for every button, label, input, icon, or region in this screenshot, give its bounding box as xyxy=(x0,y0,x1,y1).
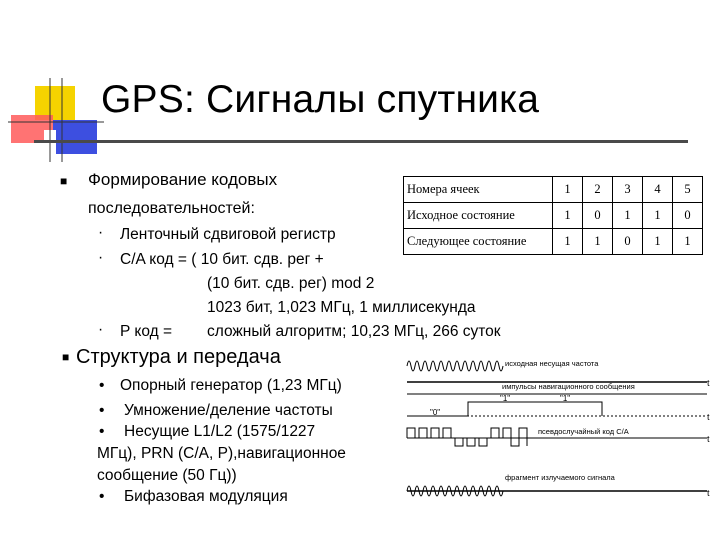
axis-t-label: t xyxy=(707,434,710,444)
table-cell: 1 xyxy=(643,229,673,255)
one-label: "1" xyxy=(560,394,571,403)
bullet-dot-icon: • xyxy=(99,402,105,419)
table-cell: 0 xyxy=(613,229,643,255)
table-cell: 3 xyxy=(613,177,643,203)
table-row xyxy=(404,177,703,203)
table-cell: 1 xyxy=(553,177,583,203)
list-item: C/A код = ( 10 бит. сдв. рег + xyxy=(120,251,324,268)
bullet-dot-icon: · xyxy=(98,224,104,241)
table-cell: 1 xyxy=(643,203,673,229)
table-cell: 1 xyxy=(583,229,613,255)
prn-code xyxy=(407,428,527,446)
carrier-wave xyxy=(407,361,503,371)
list-item: сложный алгоритм; 10,23 МГц, 266 суток xyxy=(207,323,501,340)
axis-t-label: t xyxy=(707,378,710,388)
bullet-square-icon: ■ xyxy=(60,174,68,188)
list-item: 1023 бит, 1,023 МГц, 1 миллисекунда xyxy=(207,299,476,316)
list-item: Опорный генератор (1,23 МГц) xyxy=(120,377,342,394)
bullet-dot-icon: · xyxy=(98,249,104,266)
table-row xyxy=(404,229,703,255)
section1-heading: Формирование кодовых xyxy=(88,170,278,189)
list-item: сообщение (50 Гц)) xyxy=(97,467,237,484)
table-cell: Номера ячеек xyxy=(404,177,553,203)
list-item: (10 бит. сдв. рег) mod 2 xyxy=(207,275,375,292)
section1-heading-cont: последовательностей: xyxy=(88,200,255,217)
nav-label: импульсы навигационного сообщения xyxy=(502,382,635,391)
table-cell: 1 xyxy=(553,203,583,229)
table-cell: Исходное состояние xyxy=(404,203,553,229)
one-label: "1" xyxy=(500,394,511,403)
table-cell: 4 xyxy=(643,177,673,203)
list-item: Умножение/деление частоты xyxy=(124,402,333,419)
table-row xyxy=(404,203,703,229)
list-item: МГц), PRN (C/A, P),навигационное xyxy=(97,445,346,462)
table-cell: Следующее состояние xyxy=(404,229,553,255)
signal-diagram xyxy=(402,356,722,518)
axis-t-label: t xyxy=(707,412,710,422)
title-divider xyxy=(34,140,688,143)
list-item: Несущие L1/L2 (1575/1227 xyxy=(124,423,316,440)
table-cell: 1 xyxy=(613,203,643,229)
register-table xyxy=(403,176,703,255)
table-cell: 5 xyxy=(673,177,703,203)
page-title: GPS: Сигналы спутника xyxy=(101,78,540,121)
table-cell: 1 xyxy=(553,229,583,255)
zero-label: "0" xyxy=(430,408,441,417)
list-item: P код = xyxy=(120,323,173,340)
section2-heading: Структура и передача xyxy=(76,346,281,368)
carrier-label: исходная несущая частота xyxy=(505,359,599,368)
bullet-square-icon: ■ xyxy=(62,350,70,364)
bullet-dot-icon: • xyxy=(99,488,105,505)
list-item: Ленточный сдвиговой регистр xyxy=(120,226,336,243)
fragment-label: фрагмент излучаемого сигнала xyxy=(505,473,615,482)
axis-t-label: t xyxy=(707,488,710,498)
bullet-dot-icon: · xyxy=(98,321,104,338)
list-item: Бифазовая модуляция xyxy=(124,488,288,505)
table-cell: 0 xyxy=(673,203,703,229)
prn-label: псевдослучайный код C/A xyxy=(538,427,629,436)
bullet-dot-icon: • xyxy=(99,377,105,394)
table-cell: 2 xyxy=(583,177,613,203)
table-cell: 0 xyxy=(583,203,613,229)
bullet-dot-icon: • xyxy=(99,423,105,440)
logo-squares xyxy=(8,78,104,162)
table-cell: 1 xyxy=(673,229,703,255)
